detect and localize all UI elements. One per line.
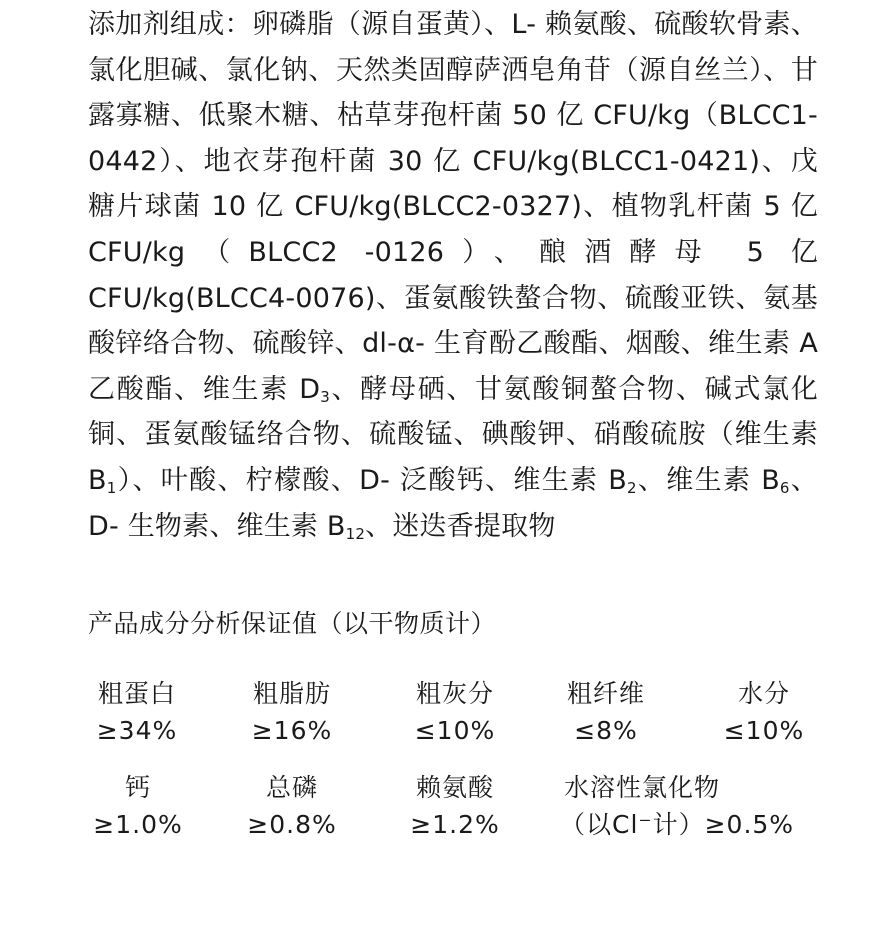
nutrient-crude-protein: [86, 676, 188, 750]
additives-text-5: 、D- 生物素、维生素 B: [88, 464, 819, 542]
nutrient-total-phosphorus: [236, 770, 348, 844]
nutrient-value: ≥34%: [96, 716, 178, 745]
additives-text-6: 、迷迭香提取物: [365, 510, 556, 542]
nutrient-name: 水溶性氯化物: [564, 773, 721, 802]
nutrient-crude-fiber: [556, 676, 656, 750]
nutrient-name: 粗灰分: [415, 679, 494, 708]
nutrient-name: 粗蛋白: [97, 679, 176, 708]
subscript-6: 6: [779, 478, 790, 497]
nutrient-value: ≤8%: [574, 716, 638, 745]
additives-text-1: 添加剂组成：卵磷脂（源自蛋黄）、L- 赖氨酸、硫酸软骨素、氯化胆碱、氯化钠、天然类固醇萨洒皂角苷（源自丝兰）、甘露寡糖、低聚木糖、枯草芽孢杆菌 50 亿 CFU/kg（BLCC1-0442）、地衣芽孢杆菌 30 亿 CFU/kg(BLCC1-0421)、戊糖片球菌 10 亿 CFU/kg(BLCC2-0327)、植物乳杆菌 5 亿 CFU/kg（BLCC2 -0126）、酿酒酵母 5 亿 CFU/kg(BLCC4-0076)、蛋氨酸铁螯合物、硫酸亚铁、氨基酸锌络合物、硫酸锌、dl-α- 生育酚乙酸酯、烟酸、维生素 A 乙酸酯、维生素 D: [88, 9, 818, 405]
nutrient-name: 钙: [124, 773, 151, 802]
nutrient-water-soluble-chloride: [560, 770, 812, 844]
nutrient-value: ≥1.0%: [93, 810, 183, 839]
subscript-12: 12: [345, 524, 366, 543]
nutrient-name: 赖氨酸: [415, 773, 494, 802]
nutrient-moisture: [712, 676, 816, 750]
nutrient-value: （以Cl⁻计）≥0.5%: [560, 810, 795, 839]
subscript-1: 1: [106, 478, 117, 497]
subscript-2: 2: [627, 478, 637, 497]
nutrient-value: ≤10%: [723, 716, 805, 745]
additives-composition: [88, 2, 818, 549]
additives-text-2: 、酵母硒、甘氨酸铜螯合物、碱式氯化铜、蛋氨酸锰络合物、硫酸锰、碘酸钾、硝酸硫胺（维生素 B: [88, 373, 818, 496]
nutrient-value: ≥0.8%: [247, 810, 337, 839]
guarantee-title: 产品成分分析保证值（以干物质计）: [88, 609, 497, 638]
subscript-3: 3: [320, 387, 330, 406]
nutrient-value: ≥16%: [251, 716, 333, 745]
nutrient-value: ≤10%: [414, 716, 496, 745]
additives-text-3: ）、叶酸、柠檬酸、D- 泛酸钙、维生素 B: [116, 464, 628, 496]
nutrient-name: 粗脂肪: [252, 679, 331, 708]
nutrient-name: 水分: [737, 679, 790, 708]
nutrient-value: ≥1.2%: [410, 810, 500, 839]
nutrient-crude-ash: [403, 676, 507, 750]
nutrient-crude-fat: [240, 676, 344, 750]
additives-text-4: 、维生素 B: [636, 464, 780, 496]
nutrient-name: 粗纤维: [566, 679, 645, 708]
nutrient-calcium: [82, 770, 194, 844]
nutrient-lysine: [399, 770, 511, 844]
nutrient-name: 总磷: [265, 773, 318, 802]
